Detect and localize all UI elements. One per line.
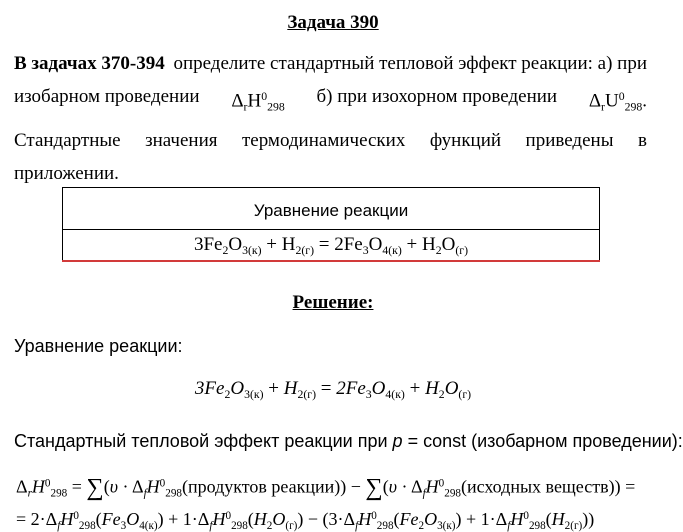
statement-line-3 — [14, 124, 647, 157]
statement-line-4: приложении. — [14, 162, 119, 184]
problem-range: В задачах 370-394 — [14, 53, 165, 74]
statement-line-1 — [14, 47, 647, 80]
enthalpy-formula-continued: = $2\cdot\Delta_fH^0_{298}(Fe_3O_{4(к)}) + 1\cdot\Delta_fH^0_{298}(H_2O_{(г)}) - (3\cdot\Delta_fH^0_{298}(Fe_2O_{3(к)}) + 1\cdot\Delta_fH^0_{298}(H_{2(г)}))$ — [16, 509, 595, 532]
enthalpy-formula: $\Delta_rH^0_{298} = \sum(\upsilon$ · $\Delta_fH^0_{298}(продуктов$ реакции)) − $\sum(\upsilon \cdot \Delta_fH^0_{298}(исходных$ веществ)) = — [16, 474, 636, 501]
solution-heading: Решение: — [292, 292, 374, 313]
problem-statement — [14, 47, 647, 190]
reaction-table-header: Уравнение реакции — [63, 188, 599, 230]
problem-title: Задача 390 — [287, 12, 379, 33]
delta-h-symbol: $\Delta_rH^0_{298}$ — [231, 90, 285, 114]
statement-line-1-text: определите стандартный тепловой эффект реакции: а) при — [173, 53, 647, 74]
statement-line-2b: б) при изохорном проведении — [316, 86, 558, 107]
std-effect-text: Стандартный тепловой эффект реакции при p = const (изобарном проведении): — [14, 431, 683, 451]
table-underline — [62, 260, 600, 262]
delta-u-symbol: $\Delta_rU^0_{298}$. — [588, 90, 647, 114]
reaction-table — [62, 187, 600, 261]
statement-line-2 — [14, 80, 647, 124]
reaction-table-equation: $3Fe_2O_{3(к)} + H_{2(г)} = 2Fe_3O_{4(к)} + H_2O_{(г)}$ — [193, 234, 469, 258]
reaction-label: Уравнение реакции: — [14, 336, 183, 356]
statement-line-2a: изобарном проведении — [14, 86, 200, 107]
reaction-equation: $3Fe_2O_{3(к)} + H_{2(г)} = 2Fe_3O_{4(к)} + H_2O_{(г)}$ — [194, 378, 472, 402]
statement-line-3-text: Стандартные значения термодинамических функций приведены в — [14, 129, 647, 151]
